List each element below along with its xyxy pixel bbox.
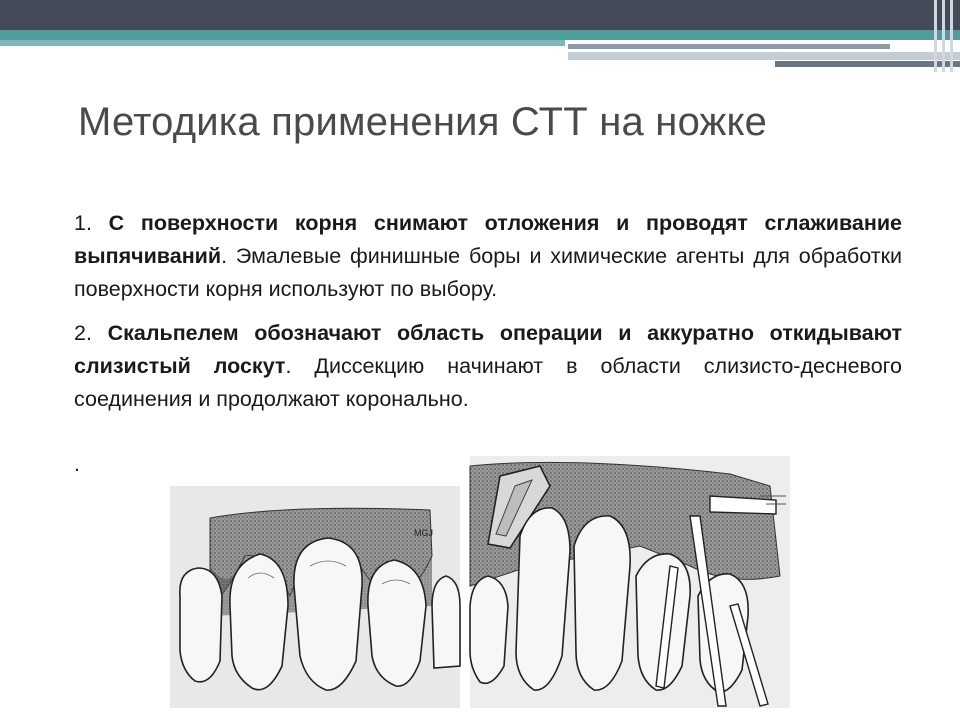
item-number: 2. (74, 321, 92, 345)
header-bar-gray-light (568, 52, 960, 60)
item-bold-text: Скальпелем обозначают область операции и аккуратно откидывают слизистый лоскут (74, 321, 902, 378)
slide-body (74, 207, 902, 427)
right-figure (470, 456, 790, 708)
trailing-dot: . (74, 453, 80, 476)
item-text: . Эмалевые финишные боры и химические агенты для обработки поверхности корня используют по выбору. (74, 244, 902, 301)
mgj-label: MGJ (414, 528, 433, 538)
item-bold-text: С поверхности корня снимают отложения и проводят сглаживание выпячиваний (74, 211, 902, 268)
header-bar-teal-light (0, 40, 565, 46)
item-number: 1. (74, 211, 92, 235)
slide-title: Методика применения СТТ на ножке (78, 100, 768, 144)
header-bar-teal (0, 30, 960, 40)
left-figure (170, 486, 460, 708)
header-corner-lines (930, 0, 960, 72)
list-item (74, 207, 902, 306)
list-item (74, 317, 902, 416)
item-text: . Диссекцию начинают в области слизисто-десневого соединения и продолжают коронально. (74, 354, 903, 411)
header-bar-dark (0, 0, 960, 30)
header-bar-gray (568, 44, 890, 49)
teeth-illustration (170, 456, 790, 708)
